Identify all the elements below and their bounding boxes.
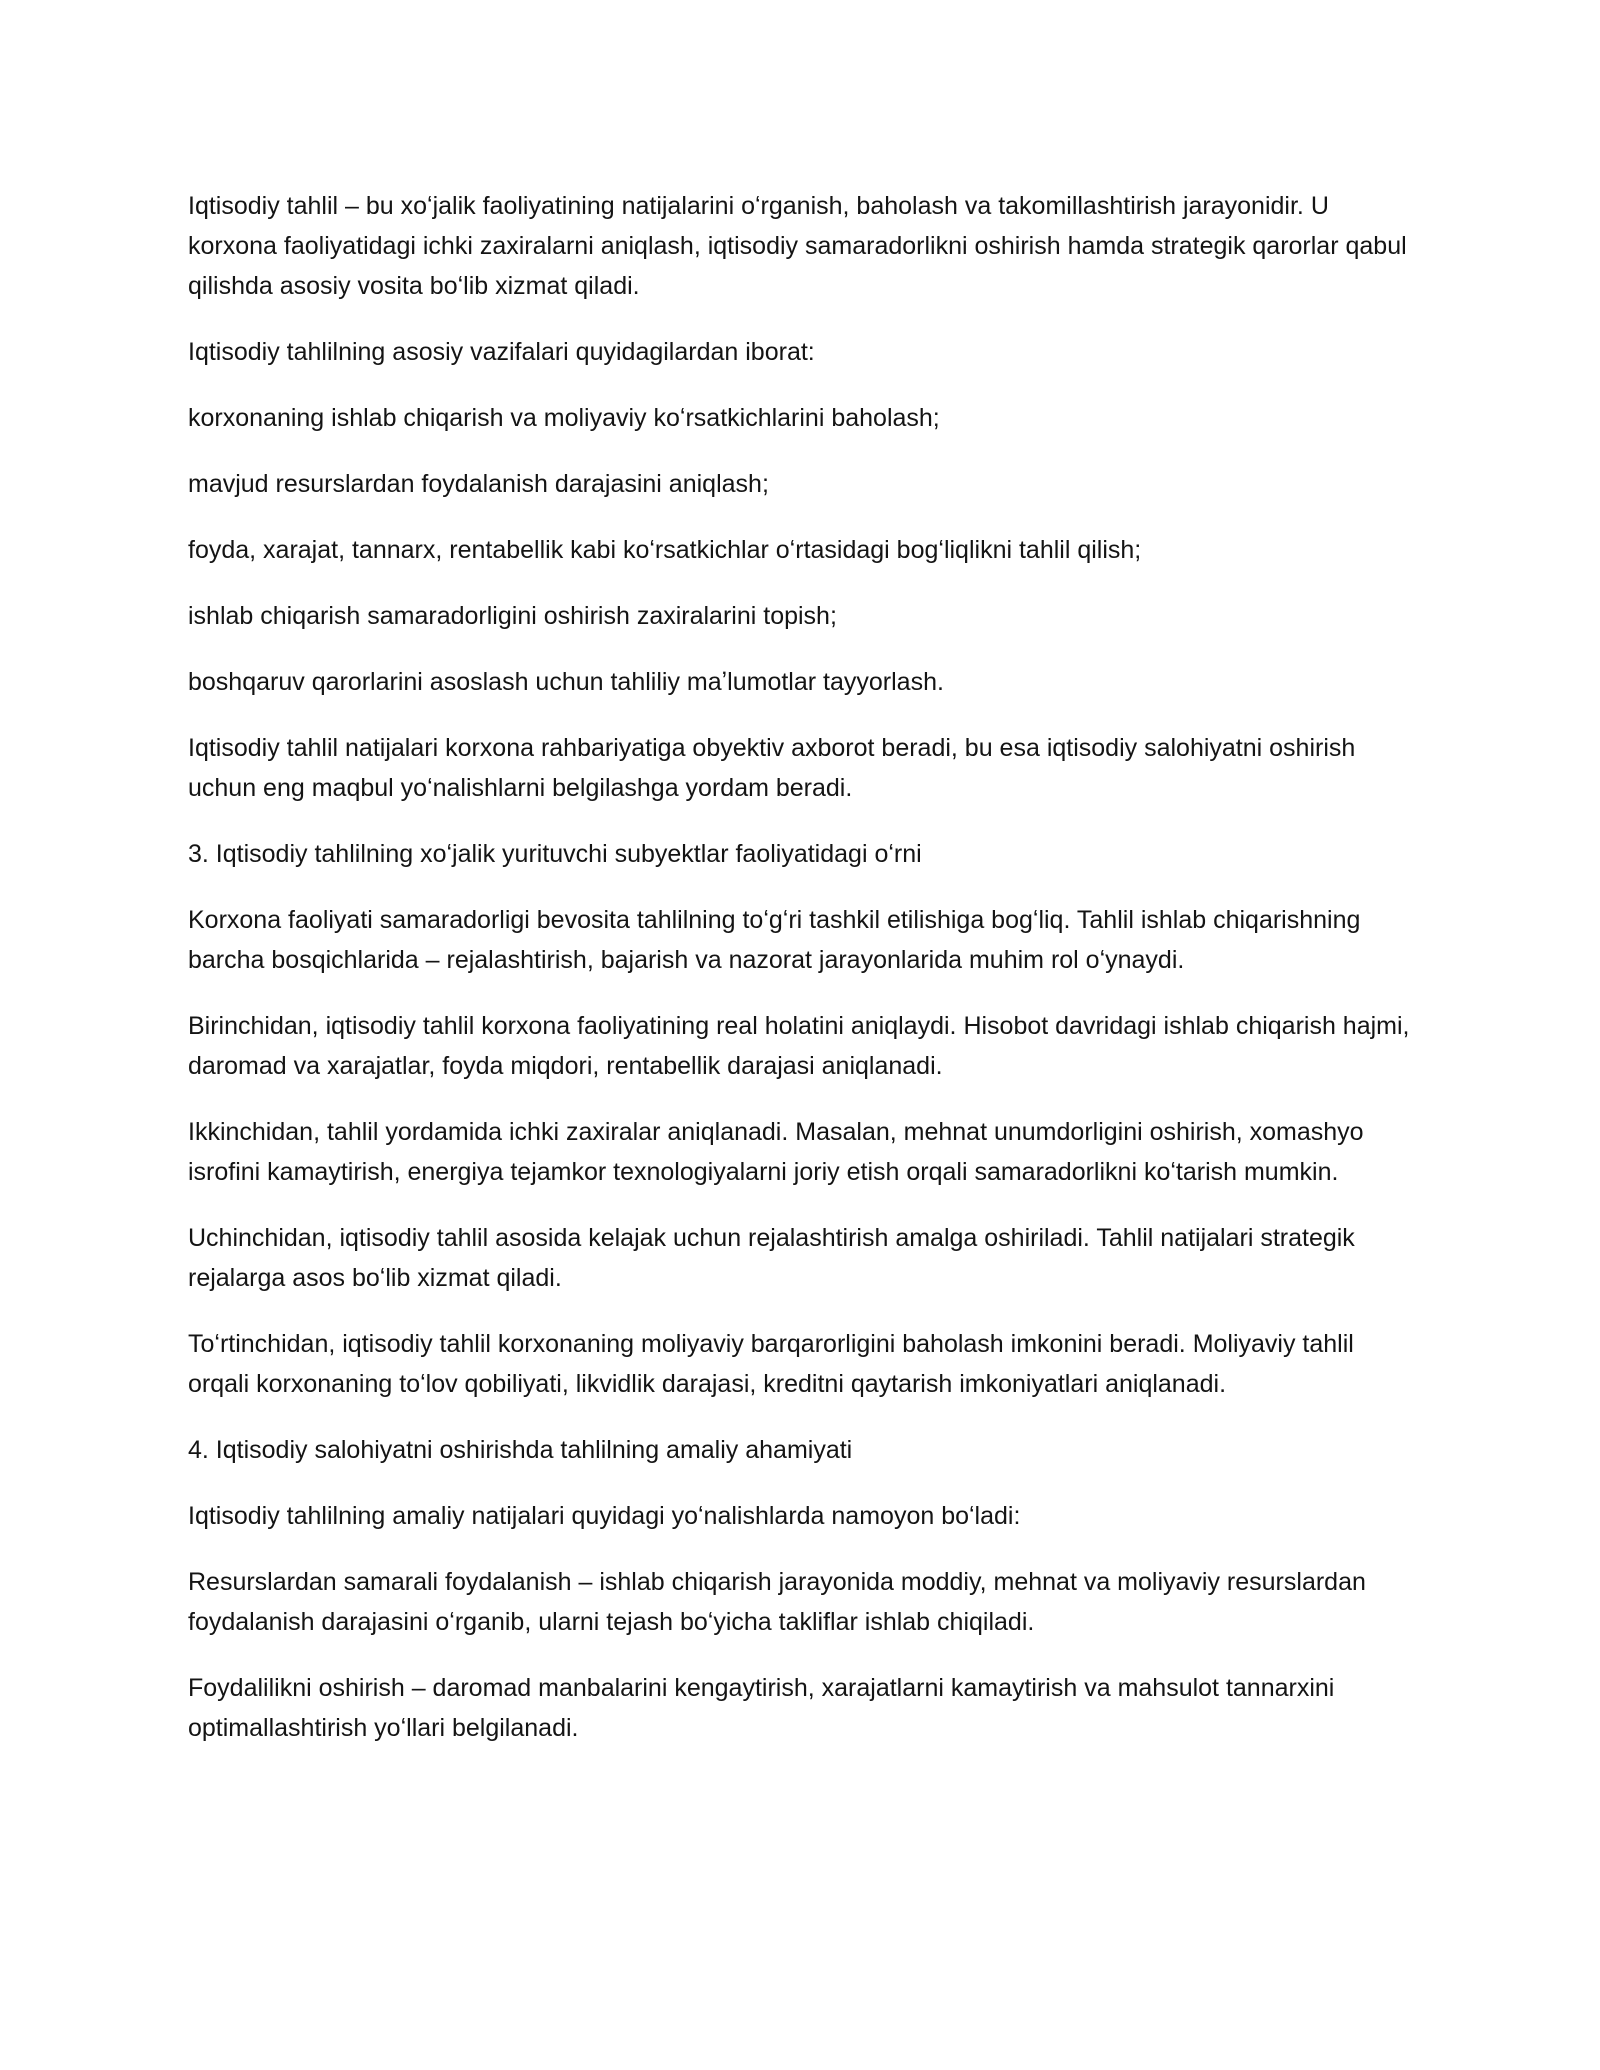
list-item-task: foyda, xarajat, tannarx, rentabellik kabi koʻrsatkichlar oʻrtasidagi bogʻliqlikni tahlil qilish; xyxy=(188,536,1142,564)
paragraph-section-3-intro: Korxona faoliyati samaradorligi bevosita tahlilning toʻgʻri tashkil etilishiga bogʻliq. Tahlil ishlab chiqarishning barcha bosqichlarida – rejalashtirish, bajarish va nazorat jarayonlarida muhim rol oʻynaydi. xyxy=(188,906,1361,974)
paragraph-profitability: Foydalilikni oshirish – daromad manbalarini kengaytirish, xarajatlarni kamaytirish va mahsulot tannarxini optimallashtirish yoʻllari belgilanadi. xyxy=(188,1674,1335,1742)
section-heading-3: 3. Iqtisodiy tahlilning xoʻjalik yurituvchi subyektlar faoliyatidagi oʻrni xyxy=(188,840,922,868)
paragraph-resources: Resurslardan samarali foydalanish – ishlab chiqarish jarayonida moddiy, mehnat va moliyaviy resurslardan foydalanish darajasini oʻrganib, ularni tejash boʻyicha takliflar ishlab chiqiladi. xyxy=(188,1568,1366,1636)
paragraph-fourth-point: Toʻrtinchidan, iqtisodiy tahlil korxonaning moliyaviy barqarorligini baholash imkonini beradi. Moliyaviy tahlil orqali korxonaning toʻlov qobiliyati, likvidlik darajasi, kreditni qaytarish imkoniyatlari aniqlanadi. xyxy=(188,1330,1354,1398)
paragraph-second-point: Ikkinchidan, tahlil yordamida ichki zaxiralar aniqlanadi. Masalan, mehnat unumdorligini oshirish, xomashyo isrofini kamaytirish, energiya tejamkor texnologiyalarni joriy etish orqali samaradorlikni koʻtarish mumkin. xyxy=(188,1118,1364,1186)
paragraph-tasks-intro: Iqtisodiy tahlilning asosiy vazifalari quyidagilardan iborat: xyxy=(188,338,815,366)
list-item-task: mavjud resurslardan foydalanish darajasini aniqlash; xyxy=(188,470,769,498)
paragraph-first-point: Birinchidan, iqtisodiy tahlil korxona faoliyatining real holatini aniqlaydi. Hisobot davridagi ishlab chiqarish hajmi, daromad va xarajatlar, foyda miqdori, rentabellik darajasi aniqlanadi. xyxy=(188,1012,1410,1080)
list-item-task: boshqaruv qarorlarini asoslash uchun tahliliy maʼlumotlar tayyorlash. xyxy=(188,668,944,696)
document-body xyxy=(188,186,1418,1774)
list-item-task: korxonaning ishlab chiqarish va moliyaviy koʻrsatkichlarini baholash; xyxy=(188,404,940,432)
list-item-task: ishlab chiqarish samaradorligini oshirish zaxiralarini topish; xyxy=(188,602,837,630)
paragraph-third-point: Uchinchidan, iqtisodiy tahlil asosida kelajak uchun rejalashtirish amalga oshiriladi. Tahlil natijalari strategik rejalarga asos boʻlib xizmat qiladi. xyxy=(188,1224,1355,1292)
paragraph-section-4-intro: Iqtisodiy tahlilning amaliy natijalari quyidagi yoʻnalishlarda namoyon boʻladi: xyxy=(188,1502,1021,1530)
paragraph-results: Iqtisodiy tahlil natijalari korxona rahbariyatiga obyektiv axborot beradi, bu esa iqtisodiy salohiyatni oshirish uchun eng maqbul yoʻnalishlarni belgilashga yordam beradi. xyxy=(188,734,1356,802)
paragraph-intro: Iqtisodiy tahlil – bu xoʻjalik faoliyatining natijalarini oʻrganish, baholash va takomillashtirish jarayonidir. U korxona faoliyatidagi ichki zaxiralarni aniqlash, iqtisodiy samaradorlikni oshirish hamda strategik qarorlar qabul qilishda asosiy vosita boʻlib xizmat qiladi. xyxy=(188,192,1407,300)
section-heading-4: 4. Iqtisodiy salohiyatni oshirishda tahlilning amaliy ahamiyati xyxy=(188,1436,853,1464)
